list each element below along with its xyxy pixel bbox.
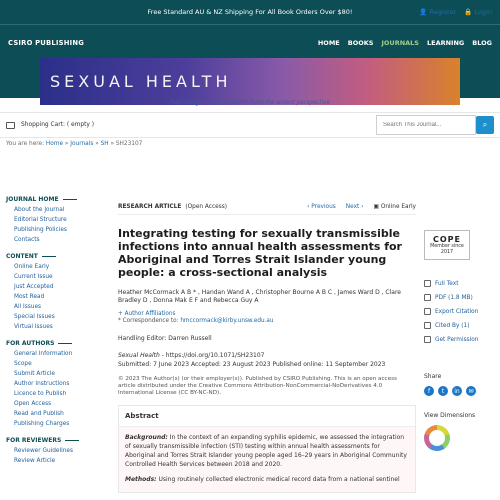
cited-by-link[interactable] [424,322,494,329]
share-icons [424,386,494,396]
sidebar-item-about[interactable]: About the Journal [14,207,65,213]
twitter-icon[interactable]: t [438,386,448,396]
shopping-cart[interactable] [0,122,94,129]
sidebar-item-most-read[interactable]: Most Read [14,294,45,300]
online-early-badge: ▣ Online Early [373,204,416,210]
nav-learning[interactable]: LEARNING [427,38,465,47]
dimensions-title[interactable]: View Dimensions [424,412,476,419]
site-header [0,24,500,60]
sidebar-item-just-accepted[interactable]: Just Accepted [14,284,54,290]
breadcrumb-prefix: You are here: [6,141,45,147]
pdf-label: PDF (1.8 MB) [435,294,473,301]
search-button[interactable]: ⌕ [476,116,494,134]
cited-by-label: Cited By (1) [435,322,470,329]
abstract-section [118,405,416,493]
content-section [6,253,106,330]
pdf-link[interactable] [424,294,494,301]
journal-home-section [6,196,106,243]
nav-blog[interactable]: BLOG [472,38,492,47]
utility-bar [0,112,500,138]
login-label: Login [474,8,492,16]
journal-banner[interactable] [40,58,460,105]
export-citation-link[interactable] [424,308,494,315]
dimensions-badge-icon[interactable] [424,425,450,451]
journal-home-title: JOURNAL HOME [6,196,59,203]
correspondence [118,318,416,325]
breadcrumb: You are here: Home » Journals » SH » SH23107 [6,141,143,147]
methods-text: Using routinely collected electronic medical record data from a national sentinel [158,476,400,483]
sidebar-item-all-issues[interactable]: All Issues [14,304,42,310]
author-links [118,311,416,325]
abstract-body [119,427,415,492]
sidebar-item-contacts[interactable]: Contacts [14,237,40,243]
full-text-link[interactable] [424,280,494,287]
article-actions [424,280,494,343]
background-text: In the context of an expanding syphilis epidemic, we assessed the integration of sexually transmissible infection (STI) testing within annual health assessments for Aboriginal and Torres Strait Islander young people aged 16–29 years in Aboriginal Community Controlled Health Services between 2018 and 2020. [125,434,407,468]
journal-name: Sexual Health [118,352,160,359]
right-rail [424,204,494,451]
register-label: Register [429,8,457,16]
nav-books[interactable]: BOOKS [347,38,374,47]
sidebar-item-current-issue[interactable]: Current Issue [14,274,53,280]
authors-section [6,340,106,427]
get-permission-link[interactable] [424,336,494,343]
register-link[interactable]: 👤 Register [419,8,457,16]
shipping-banner [0,0,500,24]
sidebar-item-open-access[interactable]: Open Access [14,401,52,407]
nav-home[interactable]: HOME [317,38,340,47]
citation-icon [424,322,431,329]
handling-editor: Handling Editor: Darren Russell [118,335,212,342]
author-affiliations-link[interactable]: + Author Affiliations [118,311,176,317]
cart-icon [6,122,15,129]
reviewers-title: FOR REVIEWERS [6,437,62,444]
facebook-icon[interactable]: f [424,386,434,396]
sidebar-item-general-info[interactable]: General Information [14,351,73,357]
journal-tagline: Publishing on sexual health from the widest perspective [170,100,330,106]
breadcrumb-sh[interactable]: SH [100,141,109,147]
sidebar-item-special-issues[interactable]: Special Issues [14,314,55,320]
sidebar-item-policies[interactable]: Publishing Policies [14,227,67,233]
previous-label: Previous [311,204,336,210]
search-input[interactable] [376,115,476,135]
shipping-text: Free Standard AU & NZ Shipping For All Book Orders Over $80! [147,8,353,16]
article-meta [118,204,416,215]
abstract-title: Abstract [119,406,415,427]
sidebar-item-read-publish[interactable]: Read and Publish [14,411,64,417]
article-type: RESEARCH ARTICLE [118,204,182,210]
breadcrumb-journals[interactable]: Journals [70,141,94,147]
correspondence-label: * Correspondence to: [118,318,179,324]
cope-title: COPE [433,234,461,244]
article-dates: Submitted: 7 June 2023 Accepted: 23 August 2023 Published online: 11 September 2023 [118,361,386,368]
authors-title: FOR AUTHORS [6,340,55,347]
export-citation-label: Export Citation [435,308,479,315]
main-layout [0,196,500,500]
next-label: Next [345,204,360,210]
journal-citation [118,352,416,359]
background-label: Background: [125,434,168,441]
sidebar-item-editorial[interactable]: Editorial Structure [14,217,67,223]
breadcrumb-home[interactable]: Home [45,141,64,147]
brand[interactable]: CSIRO PUBLISHING [8,38,85,47]
correspondence-email[interactable]: hmccormack@kirby.unsw.edu.au [180,318,274,324]
online-early-label: Online Early [380,204,416,210]
sidebar [6,196,106,500]
doi-link[interactable]: - https://doi.org/10.1071/SH23107 [161,352,265,359]
cope-badge[interactable] [424,230,470,260]
sidebar-item-online-early[interactable]: Online Early [14,264,50,270]
sidebar-item-licence[interactable]: Licence to Publish [14,391,67,397]
previous-link[interactable]: ‹ Previous [307,204,336,210]
share-title: Share [424,373,442,380]
export-icon [424,308,431,315]
get-permission-label: Get Permission [435,336,479,343]
nav-journals[interactable]: JOURNALS [381,38,419,47]
account-links [419,0,492,24]
share-section [424,373,494,396]
search-box [376,115,500,135]
sidebar-item-reviewer-guidelines[interactable]: Reviewer Guidelines [14,448,73,454]
article-title: Integrating testing for sexually transmissible infections into annual health assessments for Aboriginal and Torres Strait Islander young people: a cross-sectional analysis [118,227,402,279]
sidebar-item-review-article[interactable]: Review Article [14,458,56,464]
document-icon [424,280,431,287]
author-list: Heather McCormack A B * , Handan Wand A , Christopher Bourne A B C , James Ward D , Clare Bradley D , Donna Mak E F and Rebecca Guy A [118,289,401,304]
linkedin-icon[interactable]: in [452,386,462,396]
breadcrumb-current: SH23107 [115,141,143,147]
sidebar-item-scope[interactable]: Scope [14,361,32,367]
next-link[interactable]: Next › [345,204,364,210]
pdf-icon [424,294,431,301]
sidebar-item-author-instructions[interactable]: Author Instructions [14,381,70,387]
sidebar-item-submit-article[interactable]: Submit Article [14,371,56,377]
sidebar-item-publishing-charges[interactable]: Publishing Charges [14,421,70,427]
dimensions-section [424,412,494,451]
methods-label: Methods: [125,476,157,483]
cope-subtitle: Member since 2017 [430,243,464,255]
journal-title: SEXUAL HEALTH [50,72,232,91]
content-title: CONTENT [6,253,38,260]
copyright-note: © 2023 The Author(s) (or their employer(s)). Published by CSIRO Publishing. This is an open access article distributed under the Creative Commons Attribution-NonCommercial-NoDerivatives 4.0 International License (CC BY-NC-ND). [118,376,397,396]
access-label: (Open Access) [185,204,228,210]
reviewers-section [6,437,106,464]
cart-label: Shopping Cart: ( empty ) [21,122,95,128]
full-text-label: Full Text [435,280,459,287]
permission-icon [424,336,431,343]
email-icon[interactable]: ✉ [466,386,476,396]
sidebar-item-virtual-issues[interactable]: Virtual Issues [14,324,53,330]
main-nav [318,39,492,47]
login-link[interactable]: 🔒 Login [464,8,492,16]
article-content [118,204,416,493]
